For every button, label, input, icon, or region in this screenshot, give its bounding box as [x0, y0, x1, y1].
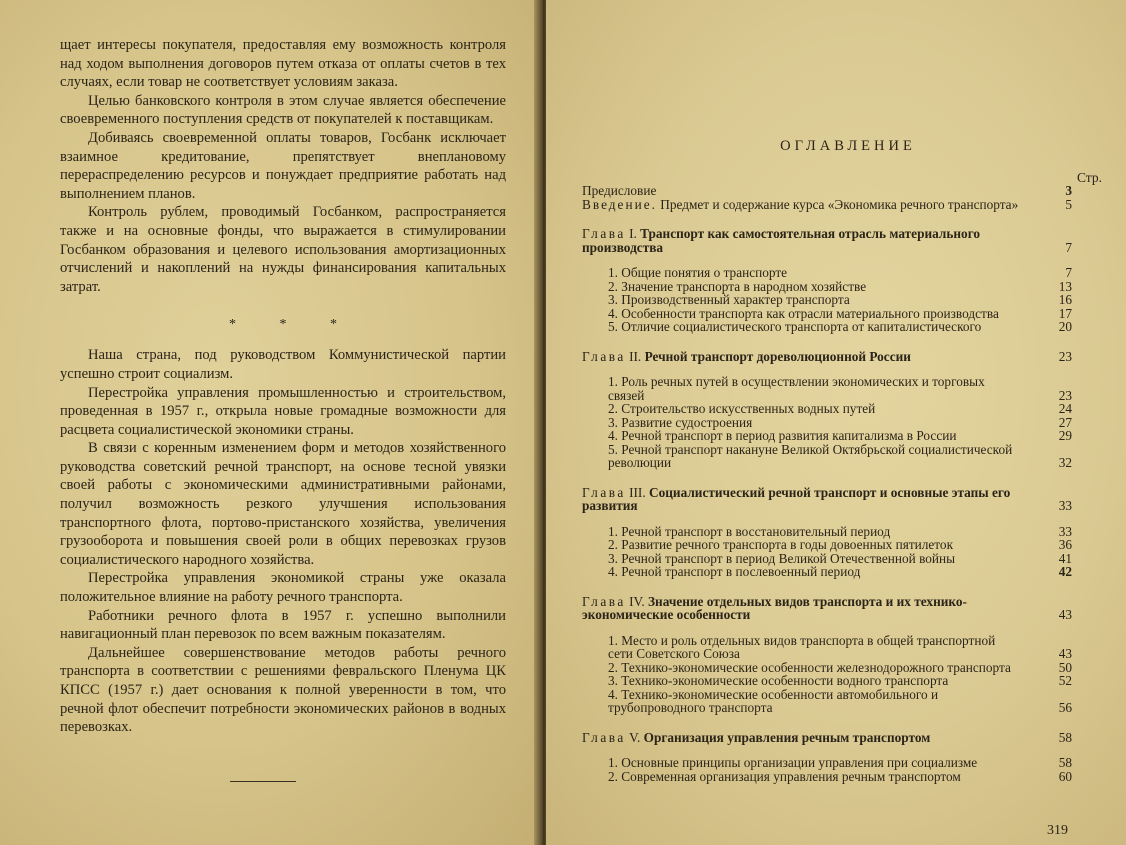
- toc-item-page: 23: [1058, 387, 1072, 403]
- toc-item: [582, 552, 1072, 566]
- toc-item: [582, 443, 1072, 470]
- paragraph: Перестройка управления промышленностью и строительством, проведенная в 1957 г., открыла новые громадные возможности для расцвета социалистической экономики страны.: [60, 384, 506, 438]
- toc-item-text: 2. Значение транспорта в народном хозяйстве: [608, 278, 867, 294]
- toc-item-text: 1. Роль речных путей в осуществлении экономических и торговых связей: [608, 374, 985, 403]
- toc-item-text: 1. Основные принципы организации управления при социализме: [608, 755, 978, 770]
- toc-item-text: 4. Речной транспорт в период развития капитализма в России: [608, 428, 957, 443]
- toc-item-text: 4. Особенности транспорта как отрасли материального производства: [608, 305, 999, 321]
- chapter-title: Значение отдельных видов транспорта и их технико-экономические особенности: [582, 593, 967, 622]
- toc-item: [582, 525, 1072, 539]
- paragraph: Перестройка управления экономикой страны уже оказала положительное влияние на работу речного транспорта.: [60, 570, 506, 606]
- toc-item: [582, 756, 1072, 770]
- toc-item-text: 2. Строительство искусственных водных путей: [608, 401, 876, 416]
- end-rule: [230, 781, 296, 782]
- toc-item: [582, 661, 1072, 675]
- chapter-number: IV.: [629, 593, 645, 609]
- toc-entry: [582, 184, 1072, 198]
- toc-chapter: [582, 595, 1072, 622]
- toc-item: [582, 565, 1072, 579]
- toc-item-page: 58: [1058, 755, 1072, 770]
- chapter-page: 58: [1058, 729, 1072, 745]
- chapter-page: 33: [1058, 498, 1072, 513]
- toc-item-page: 42: [1058, 564, 1072, 579]
- right-page: [546, 0, 1126, 845]
- toc-item: [582, 375, 1072, 402]
- toc-item-page: 33: [1058, 523, 1072, 539]
- left-page: [0, 0, 540, 845]
- toc-item: [582, 320, 1072, 334]
- chapter-number: II.: [629, 348, 642, 364]
- paragraph: щает интересы покупателя, предоставляя ему возможность контроля над ходом выполнения договоров путем отказа от оплаты счетов в тех случаях, если товар не соответствует условиям заказа.: [60, 37, 506, 91]
- toc-item: [582, 402, 1072, 416]
- chapter-page: 7: [1065, 239, 1072, 255]
- toc-item: [582, 307, 1072, 321]
- section-separator: * * *: [229, 317, 357, 333]
- page-number: 319: [1047, 823, 1068, 838]
- toc-item-page: 50: [1058, 659, 1072, 675]
- toc-item-text: 3. Производственный характер транспорта: [608, 292, 850, 307]
- toc-entry-page: 3: [1065, 183, 1072, 198]
- paragraph: Контроль рублем, проводимый Госбанком, распространяется также и на основные фонды, что выражается в стимулировании Госбанком образования и целевого использования амортизационных отчислений и накоплений на нужды финансирования капитальных затрат.: [60, 204, 506, 295]
- chapter-number: III.: [629, 484, 646, 500]
- paragraph: Добиваясь своевременной оплаты товаров, Госбанк исключает взаимное кредитование, препятствует внеплановому перераспределению ресурсов и понуждает предприятие работать над выполнением планов.: [60, 129, 506, 202]
- toc-item-page: 32: [1058, 455, 1072, 470]
- toc-item-page: 56: [1058, 700, 1072, 715]
- toc-item-text: 4. Речной транспорт в послевоенный период: [608, 564, 861, 579]
- toc-entry-text: Предмет и содержание курса «Экономика речного транспорта»: [660, 196, 1019, 212]
- toc-entry-word: Введение.: [582, 196, 657, 212]
- toc-item-page: 27: [1058, 414, 1072, 430]
- chapter-title: Организация управления речным транспортом: [643, 729, 931, 745]
- toc-item: [582, 416, 1072, 430]
- toc-item: [582, 429, 1072, 443]
- toc-entry: [582, 198, 1072, 212]
- toc-item-page: 13: [1058, 278, 1072, 294]
- toc-item-page: 60: [1058, 768, 1072, 784]
- chapter-title: Транспорт как самостоятельная отрасль материального производства: [582, 226, 981, 255]
- chapter-number: V.: [629, 729, 641, 745]
- paragraph: В связи с коренным изменением форм и методов хозяйственного руководства советский речной транспорт, на основе тесной увязки своей работы с экономическими административными районами, получил возможность резкого улучшения использования транспортного флота, портово-пристанского хозяйства, увеличения грузооборота и повышения своей роли в общих перевозках грузов социалистического народного хозяйства.: [60, 440, 506, 568]
- toc-item-page: 16: [1058, 292, 1072, 307]
- toc-item-page: 7: [1065, 265, 1072, 280]
- toc-item: [582, 266, 1072, 280]
- paragraph: Дальнейшее совершенствование методов работы речного транспорта в соответствии с решениями февральского Пленума ЦК КПСС (1957 г.) дает основания к полной уверенности в том, что речной флот обеспечит потребности экономических районов в водных перевозках.: [60, 644, 506, 736]
- toc-item-page: 43: [1058, 646, 1072, 661]
- toc-item: [582, 634, 1072, 661]
- toc-item-text: 4. Технико-экономические особенности автомобильного и трубопроводного транспорта: [608, 686, 939, 715]
- toc-item-text: 2. Развитие речного транспорта в годы довоенных пятилеток: [608, 537, 954, 552]
- toc-item-text: 1. Место и роль отдельных видов транспорта в общей транспортной сети Советского Союза: [608, 632, 996, 661]
- table-of-contents: [582, 170, 1072, 783]
- toc-item-page: 20: [1058, 319, 1072, 334]
- chapter-title: Речной транспорт дореволюционной России: [644, 348, 911, 364]
- toc-chapter: [582, 731, 1072, 745]
- toc-item-text: 3. Речной транспорт в период Великой Отечественной войны: [608, 550, 956, 566]
- toc-chapter: [582, 486, 1072, 513]
- chapter-word: Глава: [582, 484, 626, 500]
- toc-item-text: 1. Общие понятия о транспорте: [608, 265, 788, 280]
- toc-item-page: 24: [1058, 401, 1072, 416]
- toc-item: [582, 674, 1072, 688]
- toc-item-text: 5. Отличие социалистического транспорта от капиталистического: [608, 319, 982, 334]
- toc-item: [582, 280, 1072, 294]
- toc-entry-text: Предисловие: [582, 183, 657, 198]
- chapter-word: Глава: [582, 593, 626, 609]
- toc-item-text: 3. Развитие судостроения: [608, 414, 753, 430]
- chapter-number: I.: [629, 226, 637, 241]
- toc-item-text: 2. Технико-экономические особенности железнодорожного транспорта: [608, 659, 1011, 675]
- page-column-header: Стр.: [1076, 170, 1102, 185]
- toc-item-page: 41: [1058, 550, 1072, 566]
- toc-item-text: 1. Речной транспорт в восстановительный период: [608, 523, 891, 539]
- paragraph: Целью банковского контроля в этом случае является обеспечение своевременного поступления средств от покупателей к поставщикам.: [60, 92, 506, 128]
- toc-item: [582, 538, 1072, 552]
- chapter-page: 23: [1058, 348, 1072, 364]
- toc-item-page: 17: [1058, 305, 1072, 321]
- paragraph: Работники речного флота в 1957 г. успешно выполнили навигационный план перевозок по всем важным показателям.: [60, 607, 506, 643]
- toc-item-page: 36: [1058, 537, 1072, 552]
- toc-title: ОГЛАВЛЕНИЕ: [780, 138, 916, 154]
- toc-item-text: 3. Технико-экономические особенности водного транспорта: [608, 673, 949, 688]
- toc-item: [582, 688, 1072, 715]
- toc-item-text: 2. Современная организация управления речным транспортом: [608, 768, 961, 784]
- paragraph: Наша страна, под руководством Коммунистической партии успешно строит социализм.: [60, 347, 506, 382]
- toc-item: [582, 770, 1072, 784]
- toc-item-page: 29: [1058, 428, 1072, 443]
- toc-chapter: [582, 350, 1072, 364]
- toc-item-page: 52: [1058, 673, 1072, 688]
- chapter-page: 43: [1058, 607, 1072, 622]
- chapter-word: Глава: [582, 226, 626, 241]
- chapter-title: Социалистический речной транспорт и основные этапы его развития: [582, 484, 1011, 513]
- chapter-word: Глава: [582, 348, 626, 364]
- toc-entry-page: 5: [1065, 196, 1072, 212]
- toc-chapter: [582, 227, 1072, 254]
- toc-item-text: 5. Речной транспорт накануне Великой Октябрьской социалистической революции: [608, 441, 1013, 470]
- toc-item: [582, 293, 1072, 307]
- chapter-word: Глава: [582, 729, 626, 745]
